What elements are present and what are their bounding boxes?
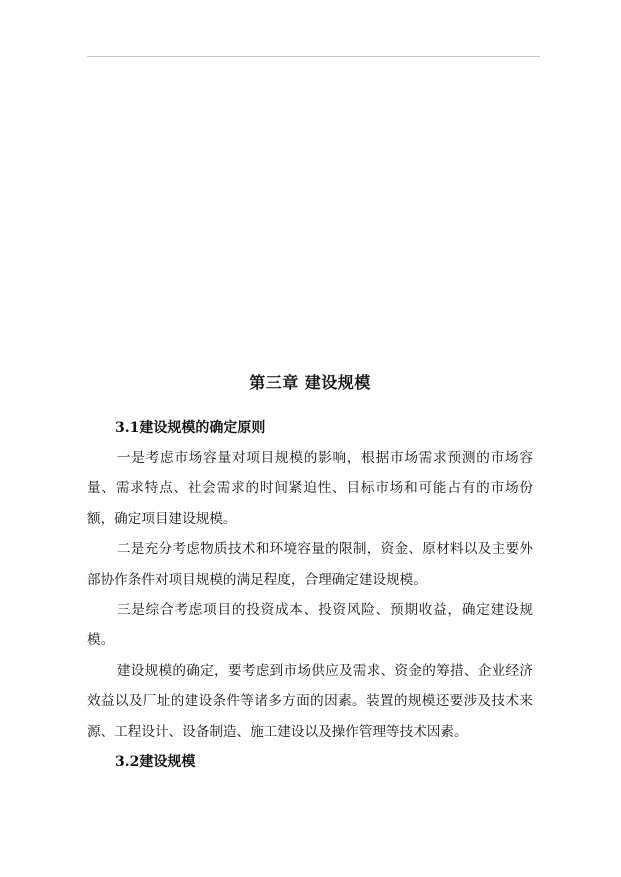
section-heading-3-1: 3.1建设规模的确定原则 xyxy=(115,420,266,436)
page-body xyxy=(87,365,533,777)
chapter-title: 第三章 建设规模 xyxy=(249,373,371,392)
paragraph-material-constraints: 二是充分考虑物质技术和环境容量的限制，资金、原材料以及主要外部协作条件对项目规模的满足程度，合理确定建设规模。 xyxy=(87,541,533,588)
section-heading-3-2: 3.2建设规模 xyxy=(115,754,196,771)
paragraph-market-capacity: 一是考虑市场容量对项目规模的影响，根据市场需求预测的市场容量、需求特点、社会需求的时间紧迫性、目标市场和可能占有的市场份额，确定项目建设规模。 xyxy=(87,450,533,527)
header-rule xyxy=(87,56,540,57)
paragraph-investment-factors: 三是综合考虑项目的投资成本、投资风险、预期收益，确定建设规模。 xyxy=(87,602,533,649)
paragraph-scale-determination: 建设规模的确定，要考虑到市场供应及需求、资金的筹措、企业经济效益以及厂址的建设条件等诸多方面的因素。装置的规模还要涉及技术来源、工程设计、设备制造、施工建设以及操作管理等技术因素。 xyxy=(87,662,533,740)
